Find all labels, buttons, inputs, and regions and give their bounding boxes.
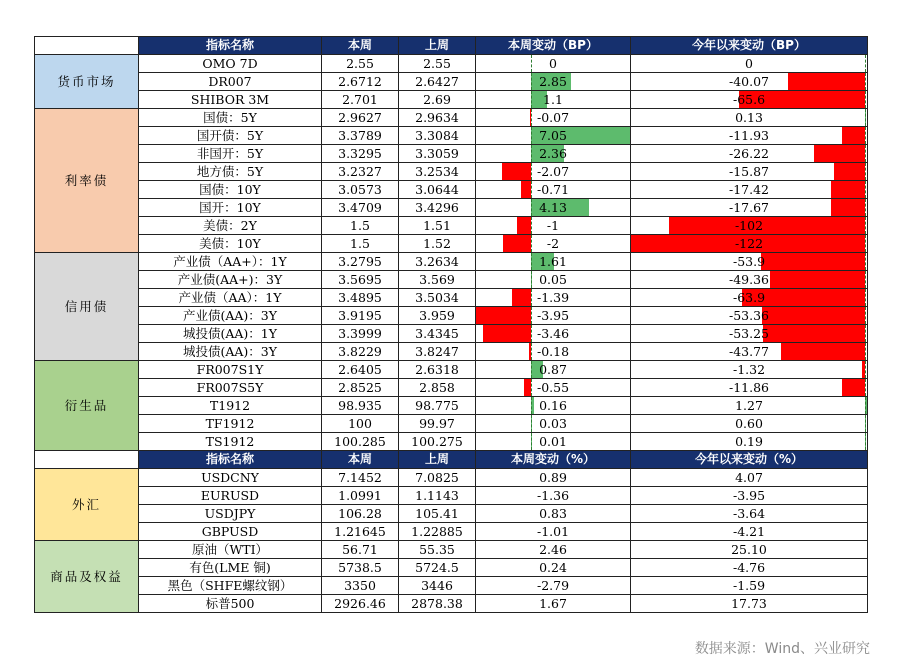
row-name: 地方债：5Y <box>139 163 322 181</box>
weekly-change-value: -0.55 <box>536 380 570 395</box>
category-credit-bonds: 信用债 <box>35 253 139 361</box>
row-name: DR007 <box>139 73 322 91</box>
category-rate-bonds: 利率债 <box>35 109 139 253</box>
row-name: FR007S1Y <box>139 361 322 379</box>
header-this-week: 本周 <box>322 451 399 469</box>
row-name: 美债：10Y <box>139 235 322 253</box>
row-ytd-change: -3.64 <box>631 505 868 523</box>
row-name: 国开：10Y <box>139 199 322 217</box>
row-name: TF1912 <box>139 415 322 433</box>
table-row <box>35 217 868 235</box>
row-ytd-change <box>631 55 868 73</box>
ytd-change-value: 0.13 <box>735 110 763 125</box>
row-weekly-change <box>476 145 631 163</box>
weekly-change-value: -2.07 <box>536 164 570 179</box>
row-this-week: 2.6712 <box>322 73 399 91</box>
row-name: EURUSD <box>139 487 322 505</box>
row-this-week: 2.8525 <box>322 379 399 397</box>
row-ytd-change <box>631 397 868 415</box>
row-ytd-change: 4.07 <box>631 469 868 487</box>
row-name: 产业债(AA)：3Y <box>139 307 322 325</box>
row-weekly-change <box>476 181 631 199</box>
header-weekly-change: 本周变动（%） <box>476 451 631 469</box>
ytd-change-value: -40.07 <box>728 74 769 89</box>
row-last-week: 3.3084 <box>399 127 476 145</box>
row-last-week: 98.775 <box>399 397 476 415</box>
row-last-week: 3.8247 <box>399 343 476 361</box>
row-this-week: 3.9195 <box>322 307 399 325</box>
table-row <box>35 55 868 73</box>
weekly-change-value: -0.07 <box>536 110 570 125</box>
row-name: 产业债（AA+）：1Y <box>139 253 322 271</box>
header-last-week: 上周 <box>399 37 476 55</box>
row-ytd-change <box>631 181 868 199</box>
table-row <box>35 307 868 325</box>
weekly-change-value: 7.05 <box>539 128 567 143</box>
ytd-change-value: 0.19 <box>735 434 763 449</box>
table-row <box>35 289 868 307</box>
row-last-week: 3.4345 <box>399 325 476 343</box>
table-row <box>35 91 868 109</box>
row-this-week: 3.8229 <box>322 343 399 361</box>
row-weekly-change <box>476 307 631 325</box>
row-last-week: 2.858 <box>399 379 476 397</box>
header-this-week: 本周 <box>322 37 399 55</box>
row-ytd-change <box>631 325 868 343</box>
row-weekly-change: 0.89 <box>476 469 631 487</box>
row-this-week: 7.1452 <box>322 469 399 487</box>
row-this-week: 2.701 <box>322 91 399 109</box>
row-weekly-change: 0.83 <box>476 505 631 523</box>
row-weekly-change <box>476 433 631 451</box>
row-name: 标普500 <box>139 595 322 613</box>
weekly-change-value: 0.16 <box>539 398 567 413</box>
table-row <box>35 253 868 271</box>
weekly-change-value: 0.05 <box>539 272 567 287</box>
row-name: USDCNY <box>139 469 322 487</box>
category-commodities-equity: 商品及权益 <box>35 541 139 613</box>
row-weekly-change <box>476 73 631 91</box>
row-name: 产业债（AA）：1Y <box>139 289 322 307</box>
weekly-change-value: 1.1 <box>543 92 563 107</box>
row-weekly-change: -1.01 <box>476 523 631 541</box>
table-row <box>35 73 868 91</box>
row-name: OMO 7D <box>139 55 322 73</box>
row-weekly-change <box>476 343 631 361</box>
row-last-week: 99.97 <box>399 415 476 433</box>
row-ytd-change: 17.73 <box>631 595 868 613</box>
row-weekly-change <box>476 397 631 415</box>
table-row <box>35 271 868 289</box>
row-last-week: 1.52 <box>399 235 476 253</box>
row-weekly-change <box>476 415 631 433</box>
row-name: T1912 <box>139 397 322 415</box>
row-weekly-change <box>476 253 631 271</box>
row-this-week: 3.2795 <box>322 253 399 271</box>
table-row <box>35 145 868 163</box>
row-last-week: 3446 <box>399 577 476 595</box>
table-row <box>35 469 868 487</box>
ytd-change-value: -53.25 <box>728 326 769 341</box>
ytd-change-value: -11.93 <box>728 128 769 143</box>
ytd-change-value: -49.36 <box>728 272 769 287</box>
row-weekly-change: -1.36 <box>476 487 631 505</box>
weekly-change-value: -0.18 <box>536 344 570 359</box>
header-name: 指标名称 <box>139 37 322 55</box>
weekly-change-value: 0.01 <box>539 434 567 449</box>
row-ytd-change <box>631 91 868 109</box>
row-this-week: 1.0991 <box>322 487 399 505</box>
row-name: 产业债(AA+)：3Y <box>139 271 322 289</box>
table-row <box>35 559 868 577</box>
row-ytd-change <box>631 145 868 163</box>
row-weekly-change <box>476 199 631 217</box>
ytd-change-value: 0 <box>745 56 753 71</box>
table-row <box>35 505 868 523</box>
header-weekly-change: 本周变动（BP） <box>476 37 631 55</box>
row-this-week: 106.28 <box>322 505 399 523</box>
row-weekly-change <box>476 361 631 379</box>
category-money-market: 货币市场 <box>35 55 139 109</box>
category-fx: 外汇 <box>35 469 139 541</box>
row-last-week: 2878.38 <box>399 595 476 613</box>
row-last-week: 3.3059 <box>399 145 476 163</box>
row-name: 非国开：5Y <box>139 145 322 163</box>
row-ytd-change <box>631 415 868 433</box>
row-this-week: 2926.46 <box>322 595 399 613</box>
row-last-week: 3.2634 <box>399 253 476 271</box>
row-this-week: 56.71 <box>322 541 399 559</box>
table-row <box>35 379 868 397</box>
ytd-change-value: -65.6 <box>732 92 766 107</box>
weekly-change-value: -1.39 <box>536 290 570 305</box>
table-row <box>35 325 868 343</box>
ytd-change-value: -43.77 <box>728 344 769 359</box>
row-this-week: 3.3999 <box>322 325 399 343</box>
row-name: TS1912 <box>139 433 322 451</box>
table-row <box>35 199 868 217</box>
table-row <box>35 181 868 199</box>
row-this-week: 100.285 <box>322 433 399 451</box>
row-this-week: 3.2327 <box>322 163 399 181</box>
ytd-change-value: -15.87 <box>728 164 769 179</box>
header-ytd-change: 今年以来变动（%） <box>631 451 868 469</box>
row-name: 美债：2Y <box>139 217 322 235</box>
weekly-change-value: 2.36 <box>539 146 567 161</box>
table-row <box>35 487 868 505</box>
row-name: 国开债：5Y <box>139 127 322 145</box>
header-blank <box>35 37 139 55</box>
ytd-change-value: -11.86 <box>728 380 769 395</box>
row-this-week: 3350 <box>322 577 399 595</box>
header-name: 指标名称 <box>139 451 322 469</box>
table-row <box>35 163 868 181</box>
row-last-week: 55.35 <box>399 541 476 559</box>
weekly-change-value: -1 <box>546 218 560 233</box>
row-weekly-change: 2.46 <box>476 541 631 559</box>
row-ytd-change <box>631 235 868 253</box>
ytd-change-value: -26.22 <box>728 146 769 161</box>
row-ytd-change <box>631 289 868 307</box>
table-row <box>35 577 868 595</box>
row-this-week: 2.55 <box>322 55 399 73</box>
ytd-change-value: -17.42 <box>728 182 769 197</box>
row-this-week: 3.0573 <box>322 181 399 199</box>
row-ytd-change <box>631 199 868 217</box>
table-row <box>35 397 868 415</box>
row-name: SHIBOR 3M <box>139 91 322 109</box>
row-last-week: 1.22885 <box>399 523 476 541</box>
row-last-week: 2.69 <box>399 91 476 109</box>
weekly-change-value: 2.85 <box>539 74 567 89</box>
row-weekly-change <box>476 127 631 145</box>
table-row <box>35 127 868 145</box>
row-name: 城投债(AA)：3Y <box>139 343 322 361</box>
ytd-change-value: -102 <box>734 218 764 233</box>
ytd-change-value: -63.9 <box>732 290 766 305</box>
ytd-change-value: 1.27 <box>735 398 763 413</box>
table-row <box>35 523 868 541</box>
ytd-change-value: -1.32 <box>732 362 766 377</box>
table-row <box>35 541 868 559</box>
row-weekly-change <box>476 325 631 343</box>
row-last-week: 3.0644 <box>399 181 476 199</box>
row-this-week: 3.3295 <box>322 145 399 163</box>
row-name: 国债：5Y <box>139 109 322 127</box>
row-last-week: 3.4296 <box>399 199 476 217</box>
weekly-change-value: -3.46 <box>536 326 570 341</box>
row-weekly-change <box>476 289 631 307</box>
row-ytd-change: -4.21 <box>631 523 868 541</box>
row-weekly-change <box>476 109 631 127</box>
row-this-week: 2.6405 <box>322 361 399 379</box>
row-ytd-change <box>631 379 868 397</box>
row-last-week: 5724.5 <box>399 559 476 577</box>
row-name: GBPUSD <box>139 523 322 541</box>
table-row <box>35 235 868 253</box>
row-ytd-change: -3.95 <box>631 487 868 505</box>
weekly-change-value: 4.13 <box>539 200 567 215</box>
row-ytd-change <box>631 109 868 127</box>
row-weekly-change: 1.67 <box>476 595 631 613</box>
row-this-week: 3.3789 <box>322 127 399 145</box>
row-ytd-change <box>631 253 868 271</box>
ytd-change-value: 0.60 <box>735 416 763 431</box>
header-blank <box>35 451 139 469</box>
row-this-week: 1.5 <box>322 235 399 253</box>
weekly-change-value: -2 <box>546 236 560 251</box>
row-weekly-change <box>476 271 631 289</box>
table-row <box>35 109 868 127</box>
row-name: 原油（WTI） <box>139 541 322 559</box>
header-row-bp <box>35 37 868 55</box>
row-ytd-change <box>631 163 868 181</box>
ytd-change-value: -122 <box>734 236 764 251</box>
row-weekly-change <box>476 163 631 181</box>
row-this-week: 1.21645 <box>322 523 399 541</box>
row-name: 有色(LME 铜) <box>139 559 322 577</box>
row-weekly-change: 0.24 <box>476 559 631 577</box>
table-row <box>35 595 868 613</box>
row-name: 国债：10Y <box>139 181 322 199</box>
row-name: 城投债(AA)：1Y <box>139 325 322 343</box>
row-weekly-change <box>476 55 631 73</box>
row-ytd-change <box>631 433 868 451</box>
table-row <box>35 433 868 451</box>
row-ytd-change <box>631 217 868 235</box>
weekly-change-value: 0.87 <box>539 362 567 377</box>
row-weekly-change <box>476 379 631 397</box>
row-ytd-change: 25.10 <box>631 541 868 559</box>
weekly-change-value: 1.61 <box>539 254 567 269</box>
row-last-week: 3.569 <box>399 271 476 289</box>
row-ytd-change <box>631 361 868 379</box>
row-weekly-change <box>476 217 631 235</box>
row-this-week: 100 <box>322 415 399 433</box>
category-derivatives: 衍生品 <box>35 361 139 451</box>
row-last-week: 2.9634 <box>399 109 476 127</box>
ytd-change-value: -53.36 <box>728 308 769 323</box>
market-data-table <box>34 36 868 613</box>
weekly-change-value: 0.03 <box>539 416 567 431</box>
row-this-week: 3.4895 <box>322 289 399 307</box>
row-this-week: 2.9627 <box>322 109 399 127</box>
weekly-change-value: 0 <box>549 56 557 71</box>
ytd-change-value: -53.9 <box>732 254 766 269</box>
row-name: USDJPY <box>139 505 322 523</box>
row-last-week: 1.1143 <box>399 487 476 505</box>
row-weekly-change <box>476 235 631 253</box>
row-ytd-change <box>631 127 868 145</box>
row-last-week: 1.51 <box>399 217 476 235</box>
weekly-change-value: -0.71 <box>536 182 570 197</box>
row-name: 黑色（SHFE螺纹钢） <box>139 577 322 595</box>
row-this-week: 3.5695 <box>322 271 399 289</box>
row-ytd-change <box>631 271 868 289</box>
row-ytd-change <box>631 343 868 361</box>
row-last-week: 7.0825 <box>399 469 476 487</box>
row-last-week: 3.2534 <box>399 163 476 181</box>
row-ytd-change <box>631 307 868 325</box>
header-row-percent <box>35 451 868 469</box>
row-last-week: 2.55 <box>399 55 476 73</box>
data-source-note: 数据来源：Wind、兴业研究 <box>694 641 870 657</box>
row-ytd-change: -1.59 <box>631 577 868 595</box>
row-last-week: 105.41 <box>399 505 476 523</box>
header-ytd-change: 今年以来变动（BP） <box>631 37 868 55</box>
row-last-week: 100.275 <box>399 433 476 451</box>
row-last-week: 2.6427 <box>399 73 476 91</box>
row-ytd-change: -4.76 <box>631 559 868 577</box>
row-this-week: 5738.5 <box>322 559 399 577</box>
row-this-week: 98.935 <box>322 397 399 415</box>
row-ytd-change <box>631 73 868 91</box>
table-row <box>35 415 868 433</box>
table-row <box>35 361 868 379</box>
row-weekly-change <box>476 91 631 109</box>
row-this-week: 3.4709 <box>322 199 399 217</box>
row-name: FR007S5Y <box>139 379 322 397</box>
row-last-week: 3.959 <box>399 307 476 325</box>
ytd-change-value: -17.67 <box>728 200 769 215</box>
row-this-week: 1.5 <box>322 217 399 235</box>
row-last-week: 2.6318 <box>399 361 476 379</box>
header-last-week: 上周 <box>399 451 476 469</box>
row-last-week: 3.5034 <box>399 289 476 307</box>
weekly-change-value: -3.95 <box>536 308 570 323</box>
row-weekly-change: -2.79 <box>476 577 631 595</box>
table-row <box>35 343 868 361</box>
